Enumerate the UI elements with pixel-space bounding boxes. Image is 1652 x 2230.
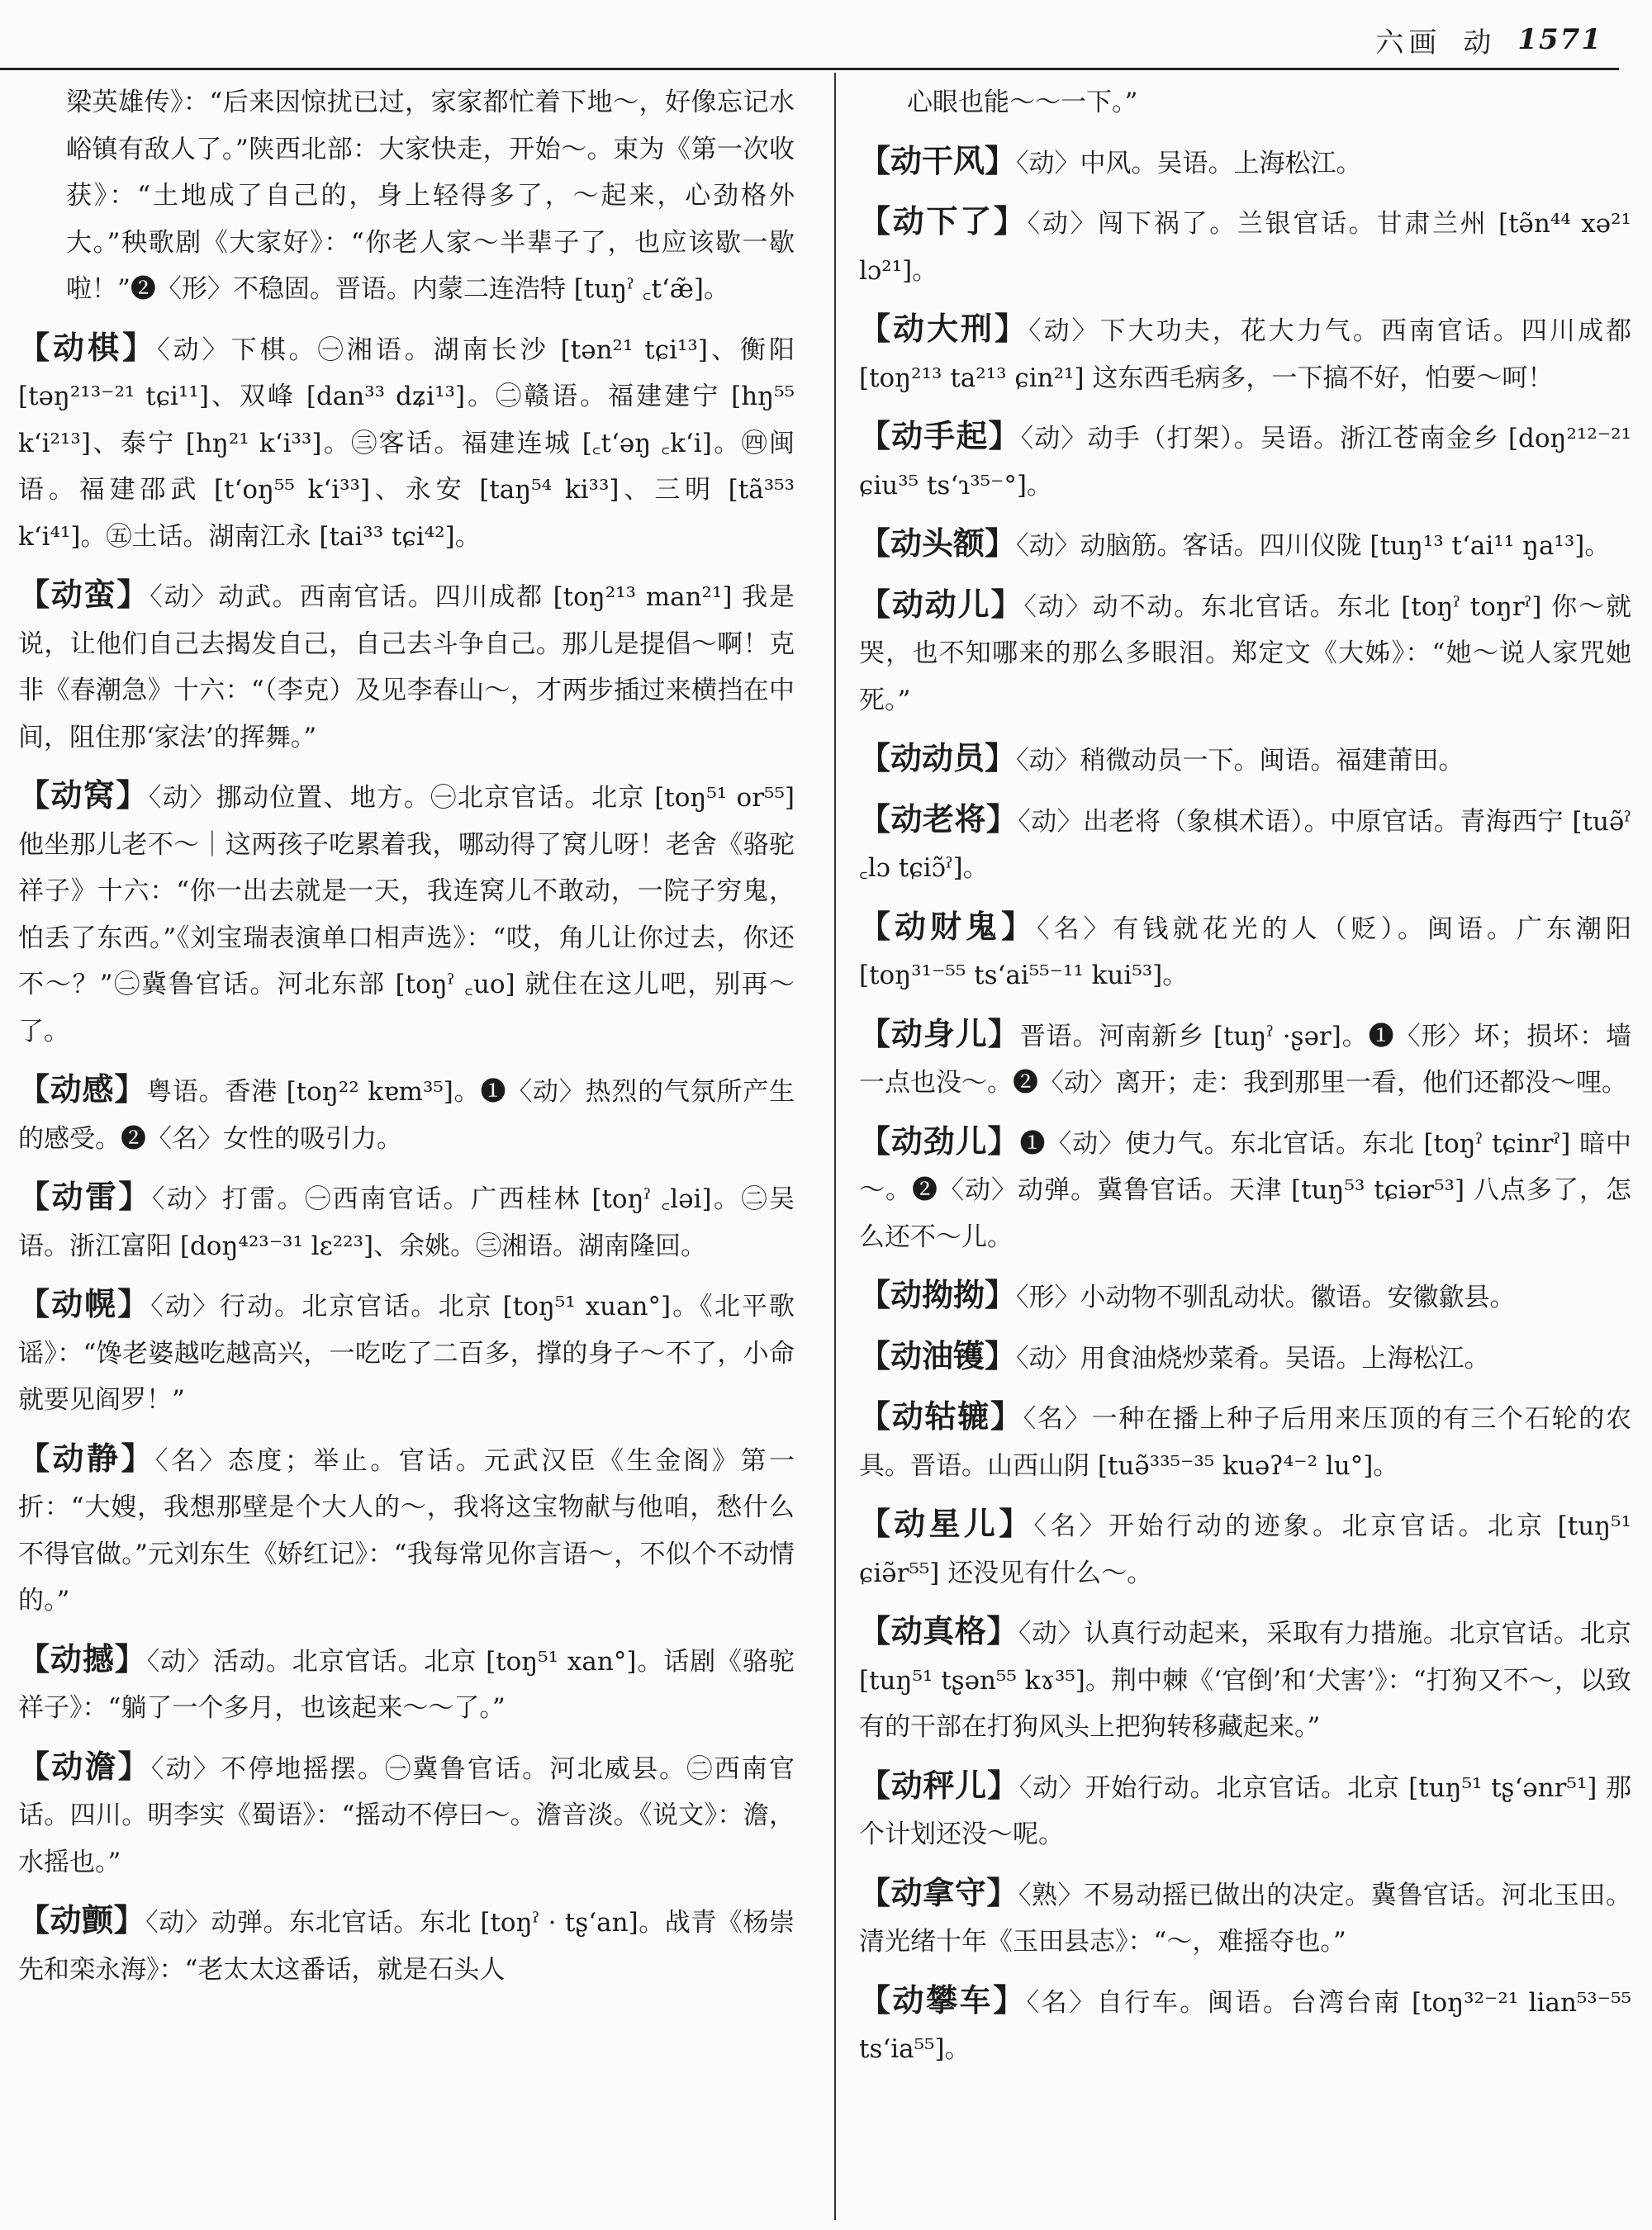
entry-headword: 【动感】 [18, 1070, 147, 1108]
entry-headword: 【动动儿】 [859, 585, 1024, 623]
entry-headword: 【动身儿】 [859, 1014, 1020, 1052]
entry-headword: 【动干风】 [859, 141, 1017, 179]
left-column [18, 79, 795, 2218]
entry-headword: 【动油镬】 [859, 1336, 1017, 1374]
dictionary-entry: 【动拿守】〈熟〉不易动摇已做出的决定。冀鲁官话。河北玉田。清光绪十年《玉田县志》：“～，难摇夺也。” [859, 1873, 1631, 1957]
entry-headword: 【动蛮】 [18, 576, 150, 613]
entry-headword: 【动星儿】 [859, 1505, 1034, 1542]
entry-headword: 【动轱辘】 [859, 1397, 1023, 1435]
entry-headword: 【动下了】 [859, 202, 1028, 240]
dictionary-entry: 【动雷】〈动〉打雷。㊀西南官话。广西桂林 [toŋˀ ꜀ləi]。㊁吴语。浙江富阳 [doŋ⁴²³⁻³¹ lɛ²²³]、余姚。㊂湘语。湖南隆回。 [18, 1178, 795, 1261]
entry-headword: 【动秤儿】 [859, 1766, 1019, 1804]
entry-headword: 【动澹】 [18, 1747, 151, 1785]
dictionary-entry: 【动头额】〈动〉动脑筋。客话。四川仪陇 [tuŋ¹³ tʻai¹¹ ŋa¹³]。 [859, 524, 1611, 562]
entry-headword: 【动雷】 [18, 1178, 152, 1215]
dictionary-entry: 【动老将】〈动〉出老将（象棋术语）。中原官话。青海西宁 [tuə̃ˀ ꜀lɔ tɕiɔ̃ˀ]。 [859, 799, 1631, 883]
entry-headword: 【动财鬼】 [859, 907, 1037, 945]
entry-headword: 【动头额】 [859, 524, 1017, 562]
dictionary-entry: 【动棋】〈动〉下棋。㊀湘语。湖南长沙 [tən²¹ tɕi¹³]、衡阳 [təŋ²¹³⁻²¹ tɕi¹¹]、双峰 [dan³³ dʑi¹³]。㊁赣语。福建建宁 [hŋ⁵⁵ kʻi²¹³]、泰宁 [hŋ²¹ kʻi³³]。㊂客话。福建连城 [꜀tʻəŋ ꜀kʻi]。㊃闽语。福建邵武 [tʻoŋ⁵⁵ kʻi³³]、永安 [taŋ⁵⁴ ki³³]、三明 [tã³⁵³ kʻi⁴¹]。㊄土话。湖南江永 [tai³³ tɕi⁴²]。 [18, 328, 795, 552]
dictionary-entry: 【动蛮】〈动〉动武。西南官话。四川成都 [toŋ²¹³ man²¹] 我是说，让他们自己去揭发自己，自己去斗争自己。那儿是提倡～啊！克非《春潮急》十六：“（李克）及见李春山～，才两步插过来横挡在中间，阻住那‘家法’的挥舞。” [18, 576, 795, 752]
section-label: 六画 [1375, 26, 1442, 59]
entry-headword: 【动手起】 [859, 417, 1021, 454]
dictionary-entry: 【动秤儿】〈动〉开始行动。北京官话。北京 [tuŋ⁵¹ tʂʻənr⁵¹] 那个计划还没～呢。 [859, 1766, 1631, 1849]
column-divider [834, 73, 836, 2220]
entry-headword: 【动静】 [18, 1439, 155, 1477]
dictionary-entry: 【动轱辘】〈名〉一种在播上种子后用来压顶的有三个石轮的农具。晋语。山西山阴 [tuə̃³³⁵⁻³⁵ kuəʔ⁴⁻² lu°]。 [859, 1397, 1631, 1481]
header-rule [0, 68, 1619, 70]
dictionary-entry: 【动澹】〈动〉不停地摇摆。㊀冀鲁官话。河北威县。㊁西南官话。四川。明李实《蜀语》：“摇动不停曰～。澹音淡。《说文》：澹，水摇也。” [18, 1747, 795, 1877]
dictionary-entry: 【动星儿】〈名〉开始行动的迹象。北京官话。北京 [tuŋ⁵¹ ɕiə̃r⁵⁵] 还没见有什么～。 [859, 1505, 1631, 1588]
entry-headword: 【动棋】 [18, 328, 158, 366]
dictionary-entry: 【动动儿】〈动〉动不动。东北官话。东北 [toŋˀ toŋrˀ] 你～就哭，也不知哪来的那么多眼泪。郑定文《大姊》：“她～说人家咒她死。” [859, 585, 1631, 715]
dictionary-entry: 心眼也能～～一下。” [907, 88, 1138, 117]
entry-headword: 【动窝】 [18, 776, 149, 814]
page-header [1375, 15, 1602, 64]
entry-headword: 【动拗拗】 [859, 1276, 1017, 1313]
entry-headword: 【动动员】 [859, 739, 1017, 776]
dictionary-entry: 【动财鬼】〈名〉有钱就花光的人（贬）。闽语。广东潮阳 [toŋ³¹⁻⁵⁵ tsʻai⁵⁵⁻¹¹ kui⁵³]。 [859, 907, 1631, 990]
entry-headword: 【动撼】 [18, 1639, 147, 1677]
dictionary-entry: 【动大刑】〈动〉下大功夫，花大力气。西南官话。四川成都 [toŋ²¹³ ta²¹³ ɕin²¹] 这东西毛病多，一下搞不好，怕要～呵！ [859, 310, 1631, 393]
entry-headword: 【动颤】 [18, 1901, 146, 1938]
dictionary-entry: 【动静】〈名〉态度；举止。官话。元武汉臣《生金阁》第一折：“大嫂，我想那壁是个大人的～，我将这宝物献与他咱，愁什么不得官做。”元刘东生《娇红记》：“我每常见你言语～，不似个不动情的。” [18, 1439, 795, 1616]
dictionary-entry: 【动油镬】〈动〉用食油烧炒菜肴。吴语。上海松江。 [859, 1336, 1490, 1374]
dictionary-entry: 【动身儿】晋语。河南新乡 [tuŋˀ ·ʂər]。❶〈形〉坏；损坏：墙一点也没～。❷〈动〉离开；走：我到那里一看，他们还都没～哩。 [859, 1014, 1631, 1098]
entry-headword: 【动劲儿】 [859, 1122, 1020, 1160]
entry-headword: 【动攀车】 [859, 1981, 1027, 2019]
dictionary-entry: 【动感】粤语。香港 [toŋ²² kɐm³⁵]。❶〈动〉热烈的气氛所产生的感受。❷〈名〉女性的吸引力。 [18, 1070, 795, 1154]
entry-headword: 【动老将】 [859, 799, 1018, 837]
dictionary-entry: 【动下了】〈动〉闯下祸了。兰银官话。甘肃兰州 [tə̃n⁴⁴ xə²¹ lɔ²¹]。 [859, 202, 1631, 286]
dictionary-entry: 【动拗拗】〈形〉小动物不驯乱动状。徽语。安徽歙县。 [859, 1276, 1516, 1313]
dictionary-entry: 【动手起】〈动〉动手（打架）。吴语。浙江苍南金乡 [doŋ²¹²⁻²¹ ɕiu³⁵ tsʻɿ³⁵⁻°]。 [859, 417, 1631, 501]
dictionary-entry: 【动动员】〈动〉稍微动员一下。闽语。福建莆田。 [859, 739, 1464, 776]
dictionary-entry: 【动真格】〈动〉认真行动起来，采取有力措施。北京官话。北京 [tuŋ⁵¹ tʂən⁵⁵ kɤ³⁵]。荆中棘《‘官倒’和‘犬害’》：“打狗又不～，以致有的干部在打狗风头上把狗转移藏起来。” [859, 1612, 1631, 1742]
header-character: 动 [1463, 26, 1497, 59]
dictionary-entry: 【动窝】〈动〉挪动位置、地方。㊀北京官话。北京 [toŋ⁵¹ or⁵⁵] 他坐那儿老不～｜这两孩子吃累着我，哪动得了窝儿呀！老舍《骆驼祥子》十六：“你一出去就是一天，我连窝儿不敢动，一院子穷鬼，怕丢了东西。”《刘宝瑞表演单口相声选》：“哎，角儿让你过去，你还不～？”㊁冀鲁官话。河北东部 [toŋˀ ꜀uo] 就住在这儿吧，别再～了。 [18, 776, 795, 1046]
dictionary-entry: 【动颤】〈动〉动弹。东北官话。东北 [toŋˀ · tʂʻan]。战青《杨崇先和栾永海》：“老太太这番话，就是石头人 [18, 1901, 795, 1985]
dictionary-entry: 【动幌】〈动〉行动。北京官话。北京 [toŋ⁵¹ xuan°]。《北平歌谣》：“馋老婆越吃越高兴，一吃吃了二百多，撑的身子～不了，小命就要见阎罗！” [18, 1285, 795, 1415]
dictionary-entry: 梁英雄传》：“后来因惊扰已过，家家都忙着下地～，好像忘记水峪镇有敌人了。”陕西北部：大家快走，开始～。束为《第一次收获》：“土地成了自己的，身上轻得多了，～起来，心劲格外大。”秧歌剧《大家好》：“你老人家～半辈子了，也应该歇一歇啦！”❷〈形〉不稳固。晋语。内蒙二连浩特 [tuŋˀ ꜀tʻæ̃]。 [66, 88, 795, 304]
dictionary-entry: 【动干风】〈动〉中风。吴语。上海松江。 [859, 141, 1362, 179]
page-number: 1571 [1517, 23, 1602, 56]
entry-headword: 【动拿守】 [859, 1873, 1018, 1911]
entry-headword: 【动幌】 [18, 1285, 151, 1322]
dictionary-entry: 【动攀车】〈名〉自行车。闽语。台湾台南 [toŋ³²⁻²¹ lian⁵³⁻⁵⁵ tsʻia⁵⁵]。 [859, 1981, 1631, 2064]
entry-headword: 【动真格】 [859, 1612, 1018, 1649]
dictionary-entry: 【动劲儿】❶〈动〉使力气。东北官话。东北 [toŋˀ tɕinrˀ] 暗中～。❷〈动〉动弹。冀鲁官话。天津 [tuŋ⁵³ tɕiər⁵³] 八点多了，怎么还不～儿。 [859, 1122, 1631, 1252]
entry-headword: 【动大刑】 [859, 310, 1029, 347]
dictionary-entry: 【动撼】〈动〉活动。北京官话。北京 [toŋ⁵¹ xan°]。话剧《骆驼祥子》：“躺了一个多月，也该起来～～了。” [18, 1639, 795, 1723]
right-column [859, 79, 1631, 2218]
